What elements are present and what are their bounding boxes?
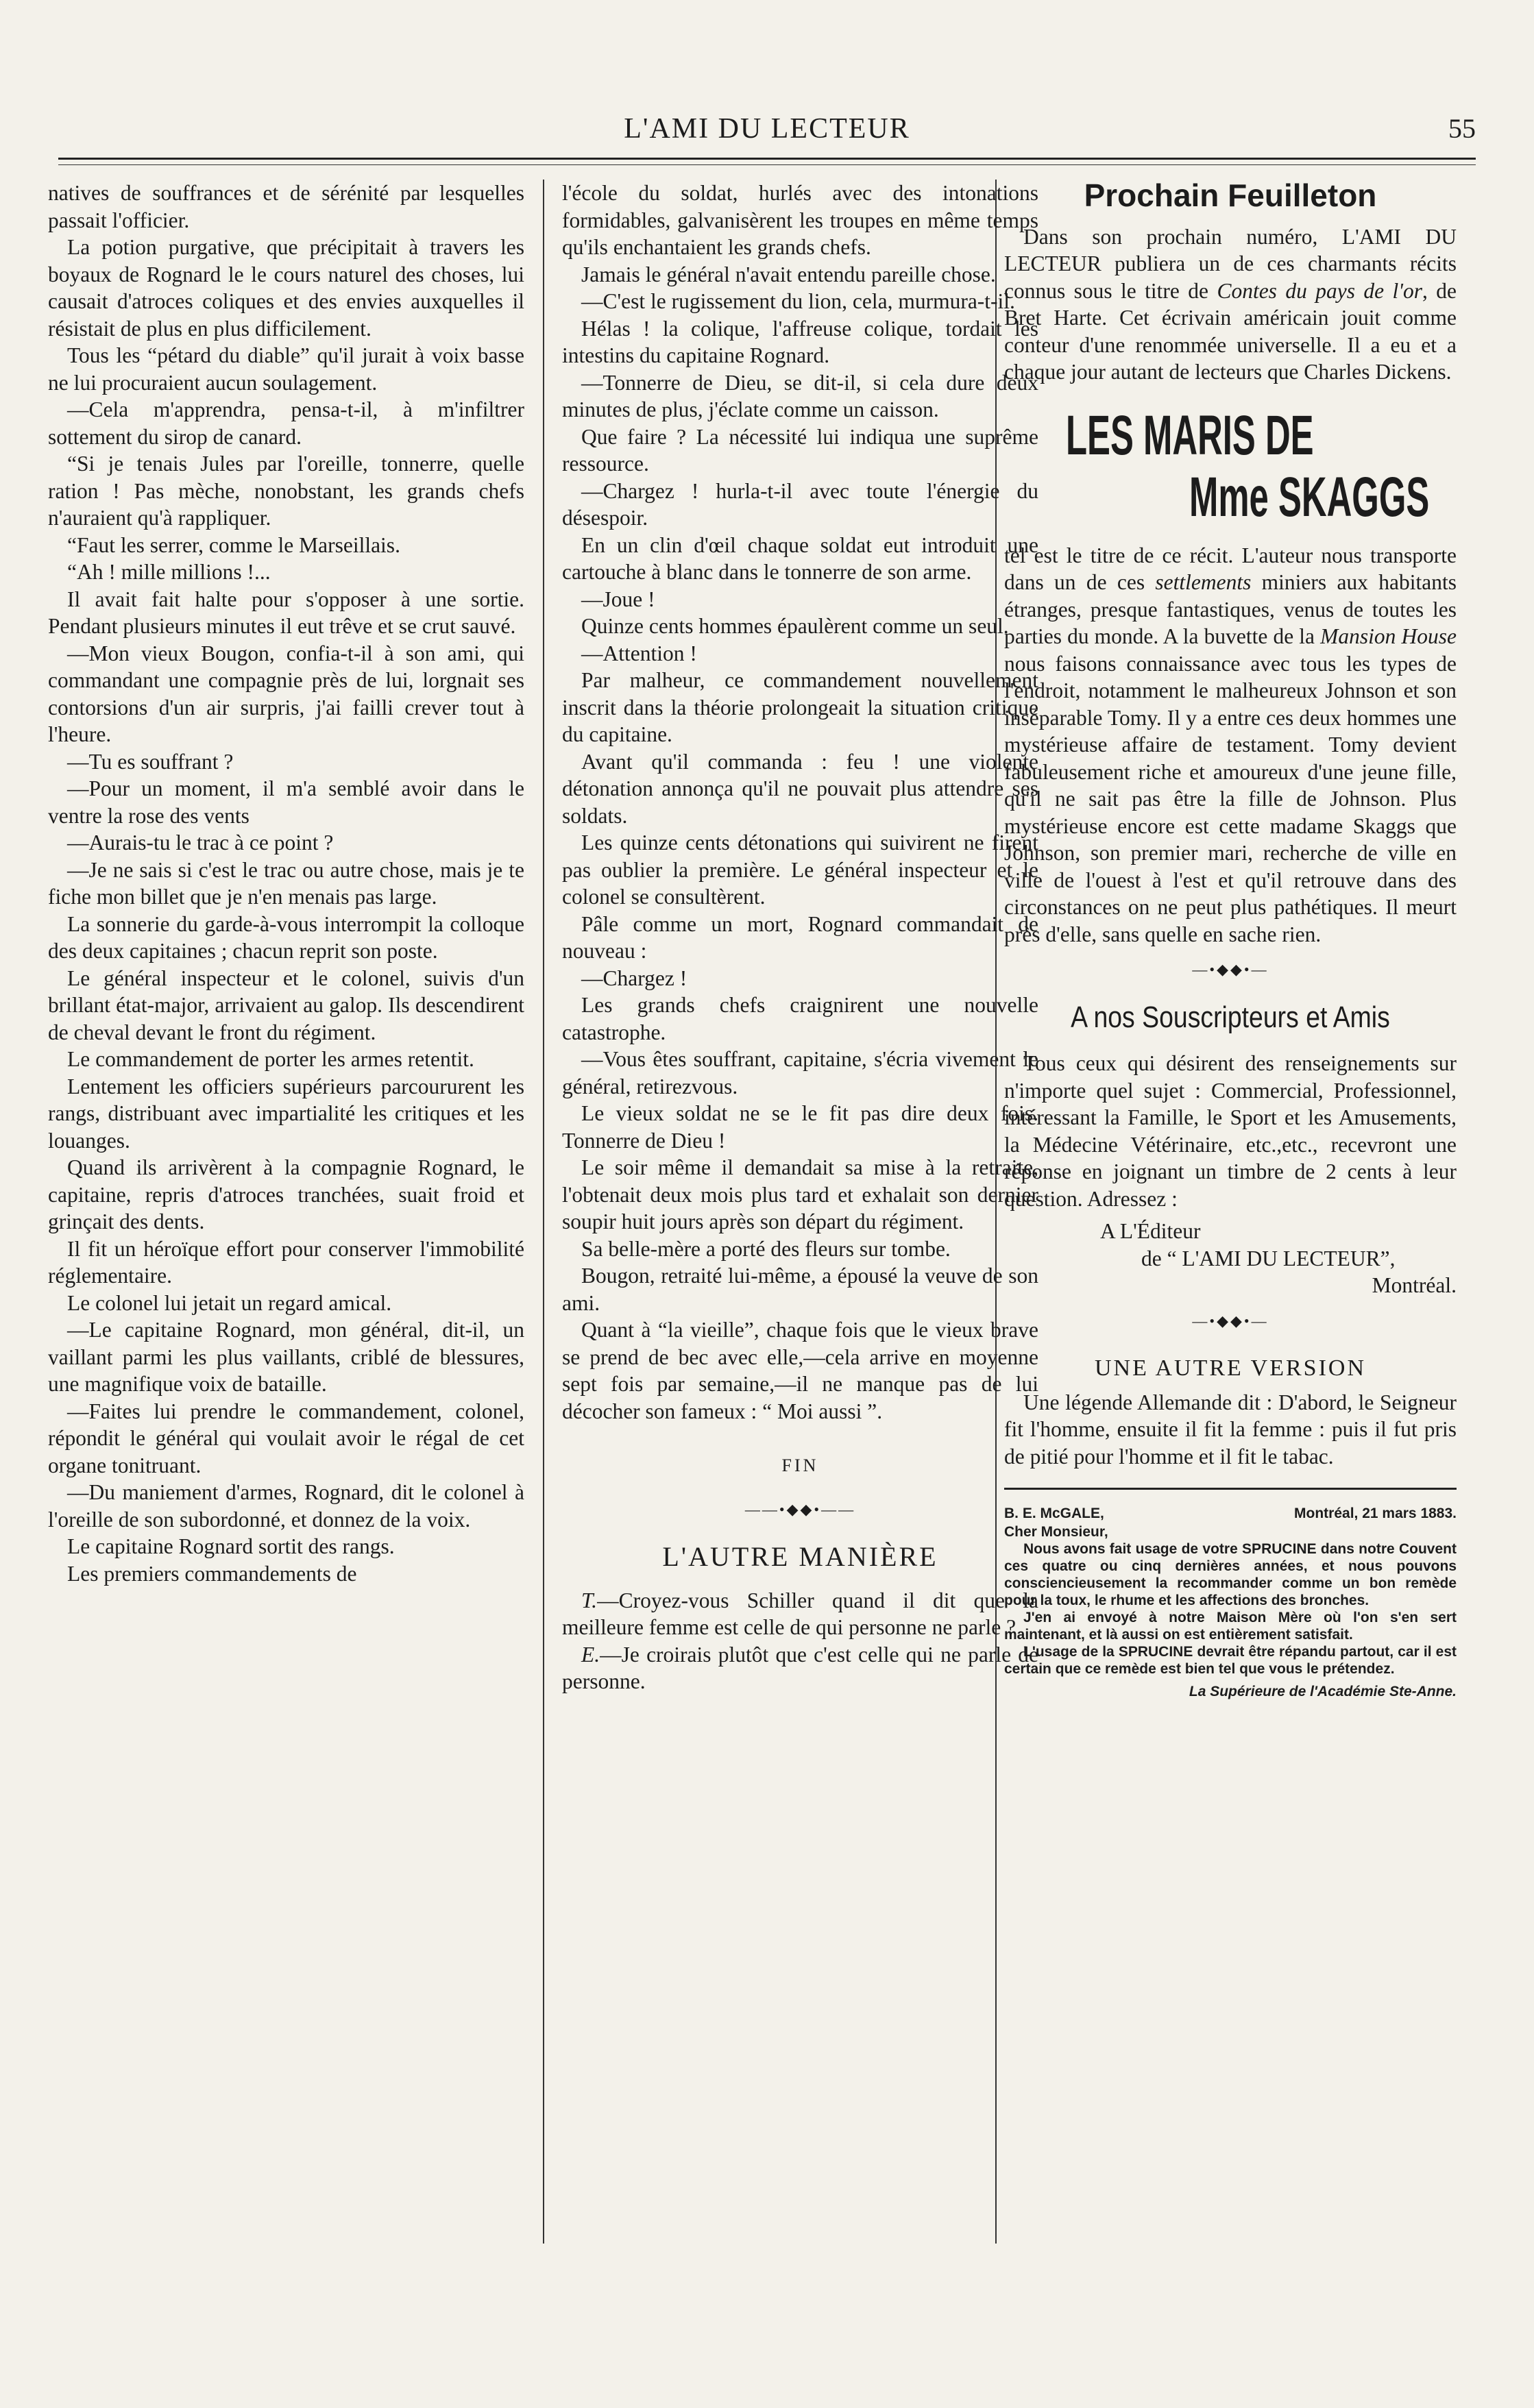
ad-signature: La Supérieure de l'Académie Ste-Anne. bbox=[1189, 1684, 1457, 1699]
paragraph: —Aurais-tu le trac à ce point ? bbox=[67, 831, 334, 855]
paragraph: —Chargez ! bbox=[581, 966, 687, 990]
paragraph: “Si je tenais Jules par l'oreille, tonnerre, quelle ration ! Pas mèche, nonobstant, les grands chefs n'auraient qu'à rappliquer. bbox=[48, 452, 524, 530]
column-divider bbox=[543, 180, 544, 2244]
paragraph: —Chargez ! hurla-t-il avec toute l'énergie du désespoir. bbox=[562, 478, 1038, 530]
paragraph: l'école du soldat, hurlés avec des intonations formidables, galvanisèrent les troupes en même temps qu'ils enchantaient les grands chefs. bbox=[562, 181, 1038, 259]
dialogue-line bbox=[562, 1641, 1038, 1695]
address-line: A L'Éditeur bbox=[1100, 1219, 1201, 1243]
ad-paragraph: L'usage de la SPRUCINE devrait être répandu partout, car il est certain que ce remède est bien tel que vous le prétendez. bbox=[1004, 1644, 1457, 1677]
text-run: nous faisons connaissance avec tous les types de l'endroit, notamment le malheureux Johnson et son inséparable Tomy. Il y a entre ces deux hommes une mystérieuse affaire de testament. Tomy devient fabuleusement riche et amoureux d'une jeune fille, qu'il ne sait pas être la fille de Johnson. Plus mystérieuse encore est cette madame Skaggs que Johnson, son premier mari, recherche de ville en ville de l'ouest à l'est et qu'il retrouve dans des circonstances on ne peut plus pathétiques. Il meurt près d'elle, sans quelle en sache rien. bbox=[1004, 651, 1457, 946]
paragraph: natives de souffrances et de sérénité par lesquelles passait l'officier. bbox=[48, 181, 524, 232]
paragraph: La potion purgative, que précipitait à travers les boyaux de Rognard le le cours naturel des choses, lui causait d'atroces coliques et des envies auxquelles il résistait de plus en plus difficilement. bbox=[48, 235, 524, 341]
paragraph: Quinze cents hommes épaulèrent comme un seul. bbox=[581, 614, 1009, 638]
page-number: 55 bbox=[1448, 113, 1476, 144]
paragraph: —Le capitaine Rognard, mon général, dit-il, un vaillant parmi les plus vaillants, criblé de blessures, une magnifique voix de bataille. bbox=[48, 1318, 524, 1396]
text-run: , de Bret Harte. Cet écrivain américain jouit comme conteur d'une renommée universelle. Il a eu et a chaque jour autant de lecteurs que Charles Dickens. bbox=[1004, 278, 1457, 384]
paragraph: Jamais le général n'avait entendu pareille chose. bbox=[581, 262, 996, 286]
paragraph: Le général inspecteur et le colonel, suivis d'un brillant état-major, arrivaient au galop. Ils descendirent de cheval devant le front du régiment. bbox=[48, 966, 524, 1044]
paragraph: Que faire ? La nécessité lui indiqua une suprême ressource. bbox=[562, 424, 1038, 476]
address-line: de “ L'AMI DU LECTEUR”, bbox=[1141, 1246, 1396, 1270]
paragraph: Une légende Allemande dit : D'abord, le Seigneur fit l'homme, ensuite il fit la femme : puis il fut pris de pitié pour l'homme et il fit le tabac. bbox=[1004, 1390, 1457, 1469]
dialogue-line bbox=[562, 1587, 1038, 1641]
paragraph: Quand ils arrivèrent à la compagnie Rognard, le capitaine, repris d'atroces tranchées, suait froid et grinçait des dents. bbox=[48, 1155, 524, 1233]
paragraph: Les grands chefs craignirent une nouvelle catastrophe. bbox=[562, 993, 1038, 1044]
paragraph: “Ah ! mille millions !... bbox=[67, 560, 271, 584]
ad-date: Montréal, 21 mars 1883. bbox=[1294, 1506, 1457, 1521]
paragraph: —Tu es souffrant ? bbox=[67, 749, 234, 774]
paragraph: Avant qu'il commanda : feu ! une violente détonation annonça qu'il ne pouvait plus attendre ses soldats. bbox=[562, 749, 1038, 828]
paragraph: Tous ceux qui désirent des renseignements sur n'importe quel sujet : Commercial, Professionnel, intéressant la Famille, le Sport et les Amusements, la Médecine Vétérinaire, etc.,etc., recevront une réponse en joignant un timbre de 2 cents à leur question. Adressez : bbox=[1004, 1051, 1457, 1211]
feuilleton-heading: Prochain Feuilleton bbox=[1084, 180, 1377, 213]
ad-name: B. E. McGALE, bbox=[1004, 1506, 1104, 1521]
ornament-divider: —•◆◆•— bbox=[1192, 961, 1269, 978]
text-run: tel est le titre de ce récit. L'auteur nous transporte dans un de ces bbox=[1004, 543, 1457, 594]
paragraph: —C'est le rugissement du lion, cela, murmura-t-il. bbox=[581, 289, 1015, 313]
italic-term: settlements bbox=[1155, 570, 1252, 594]
running-head bbox=[58, 103, 1476, 144]
column-1 bbox=[48, 180, 524, 2271]
paragraph: —Tonnerre de Dieu, se dit-il, si cela dure deux minutes de plus, j'éclate comme un caisson. bbox=[562, 370, 1038, 421]
text-run: miniers aux habitants étranges, presque fantastiques, venus de toutes les parties du monde. A la buvette de la bbox=[1004, 570, 1457, 648]
ad-header bbox=[1004, 1505, 1457, 1522]
paragraph: Les quinze cents détonations qui suivirent ne firent pas oublier la première. Le général inspecteur et le colonel se consultèrent. bbox=[562, 831, 1038, 909]
paragraph: Il avait fait halte pour s'opposer à une sortie. Pendant plusieurs minutes il eut trêve et se crut sauvé. bbox=[48, 587, 524, 638]
paragraph: Le colonel lui jetait un regard amical. bbox=[67, 1290, 392, 1315]
paragraph: —Faites lui prendre le commandement, colonel, répondit le général qui voulait avoir le régal de cet organe tonitruant. bbox=[48, 1399, 524, 1477]
paragraph: Hélas ! la colique, l'affreuse colique, tordait les intestins du capitaine Rognard. bbox=[562, 316, 1038, 367]
version-heading: UNE AUTRE VERSION bbox=[1094, 1355, 1367, 1381]
ad-paragraph: Nous avons fait usage de votre SPRUCINE dans notre Couvent ces quatre ou cinq dernières années, et nous pouvons consciencieusement la recommander comme un bon remède pour la toux, le rhume et les affections des bronches. bbox=[1004, 1541, 1457, 1608]
paragraph: Le capitaine Rognard sortit des rangs. bbox=[67, 1534, 395, 1558]
speaker-t: T. bbox=[581, 1588, 598, 1612]
header-rule bbox=[58, 158, 1476, 160]
section-title: L'AUTRE MANIÈRE bbox=[662, 1541, 938, 1572]
paragraph bbox=[1004, 542, 1457, 948]
paragraph: Le commandement de porter les armes retentit. bbox=[67, 1047, 474, 1071]
journal-title: L'AMI DU LECTEUR bbox=[624, 113, 910, 145]
ad-salutation: Cher Monsieur, bbox=[1004, 1524, 1108, 1540]
column-3 bbox=[1004, 180, 1457, 2271]
paragraph: Il fit un héroïque effort pour conserver l'immobilité réglementaire. bbox=[48, 1236, 524, 1288]
text-run: Dans son prochain numéro, L'AMI DU LECTEUR publiera un de ces charmants récits connus sous le titre de bbox=[1004, 224, 1457, 303]
paragraph: Par malheur, ce commandement nouvellement inscrit dans la théorie prolongeait la situation critique du capitaine. bbox=[562, 668, 1038, 746]
subscribers-heading: A nos Souscripteurs et Amis bbox=[1071, 1000, 1390, 1034]
paragraph bbox=[1004, 223, 1457, 386]
paragraph: —Pour un moment, il m'a semblé avoir dans le ventre la rose des vents bbox=[48, 776, 524, 828]
testimonial-ad bbox=[1004, 1505, 1457, 1700]
ornament-divider: —•◆◆•— bbox=[1192, 1312, 1269, 1329]
paragraph: —Mon vieux Bougon, confia-t-il à son ami, qui commandant une compagnie près de lui, lorgnait ses contorsions d'un air surpris, j'ai failli crever tout à l'heure. bbox=[48, 641, 524, 746]
end-mark: FIN bbox=[781, 1455, 819, 1475]
paragraph: En un clin d'œil chaque soldat eut introduit une cartouche à blanc dans le tonnerre de son arme. bbox=[562, 532, 1038, 584]
italic-term: Mansion House bbox=[1320, 624, 1457, 648]
ad-rule bbox=[1004, 1488, 1457, 1490]
column-2 bbox=[562, 180, 1038, 2271]
ad-paragraph: J'en ai envoyé à notre Maison Mère où l'on s'en sert maintenant, et là aussi on est entièrement satisfait. bbox=[1004, 1610, 1457, 1643]
speaker-e: E. bbox=[581, 1642, 600, 1667]
paragraph: —Je ne sais si c'est le trac ou autre chose, mais je te fiche mon billet que je n'en menais pas large. bbox=[48, 857, 524, 909]
paragraph: Bougon, retraité lui-même, a épousé la veuve de son ami. bbox=[562, 1264, 1038, 1315]
book-title: Contes du pays de l'or bbox=[1217, 278, 1422, 303]
paragraph: Tous les “pétard du diable” qu'il jurait à voix basse ne lui procuraient aucun soulagement. bbox=[48, 343, 524, 395]
paragraph: —Joue ! bbox=[581, 587, 655, 611]
address-line: Montréal. bbox=[1372, 1273, 1457, 1297]
paragraph: Les premiers commandements de bbox=[67, 1561, 357, 1586]
paragraph: La sonnerie du garde-à-vous interrompit la colloque des deux capitaines ; chacun reprit son poste. bbox=[48, 911, 524, 963]
dialogue-text: —Croyez-vous Schiller quand il dit que la meilleure femme est celle de qui personne ne parle ? bbox=[562, 1588, 1038, 1639]
paragraph: —Cela m'apprendra, pensa-t-il, à m'infiltrer sottement du sirop de canard. bbox=[48, 397, 524, 449]
paragraph: Lentement les officiers supérieurs parcoururent les rangs, distribuant avec impartialité les critiques et les louanges. bbox=[48, 1074, 524, 1153]
paragraph: —Du maniement d'armes, Rognard, dit le colonel à l'oreille de son subordonné, et donnez de la voix. bbox=[48, 1480, 524, 1532]
paragraph: —Vous êtes souffrant, capitaine, s'écria vivement le général, retirezvous. bbox=[562, 1047, 1038, 1098]
paragraph: “Faut les serrer, comme le Marseillais. bbox=[67, 532, 400, 557]
paragraph: Pâle comme un mort, Rognard commandait de nouveau : bbox=[562, 911, 1038, 963]
story-title-line1: LES MARIS DE bbox=[1066, 404, 1314, 467]
story-title-line2: Mme SKAGGS bbox=[1189, 465, 1430, 528]
paragraph: Sa belle-mère a porté des fleurs sur tombe. bbox=[581, 1236, 951, 1261]
ornament-divider: ——•◆◆•—— bbox=[744, 1500, 856, 1518]
paragraph: —Attention ! bbox=[581, 641, 697, 665]
paragraph: Le vieux soldat ne se le fit pas dire deux fois. Tonnerre de Dieu ! bbox=[562, 1101, 1038, 1153]
header-rule-thin bbox=[58, 164, 1476, 165]
paragraph: Le soir même il demandait sa mise à la retraite, l'obtenait deux mois plus tard et exhalait son dernier soupir huit jours après son départ du régiment. bbox=[562, 1155, 1038, 1233]
dialogue-text: —Je croirais plutôt que c'est celle qui ne parle de personne. bbox=[562, 1642, 1038, 1693]
paragraph: Quant à “la vieille”, chaque fois que le vieux brave se prend de bec avec elle,—cela arrive en moyenne sept fois par semaine,—il ne manque pas de lui décocher son fameux : “ Moi aussi ”. bbox=[562, 1318, 1038, 1423]
